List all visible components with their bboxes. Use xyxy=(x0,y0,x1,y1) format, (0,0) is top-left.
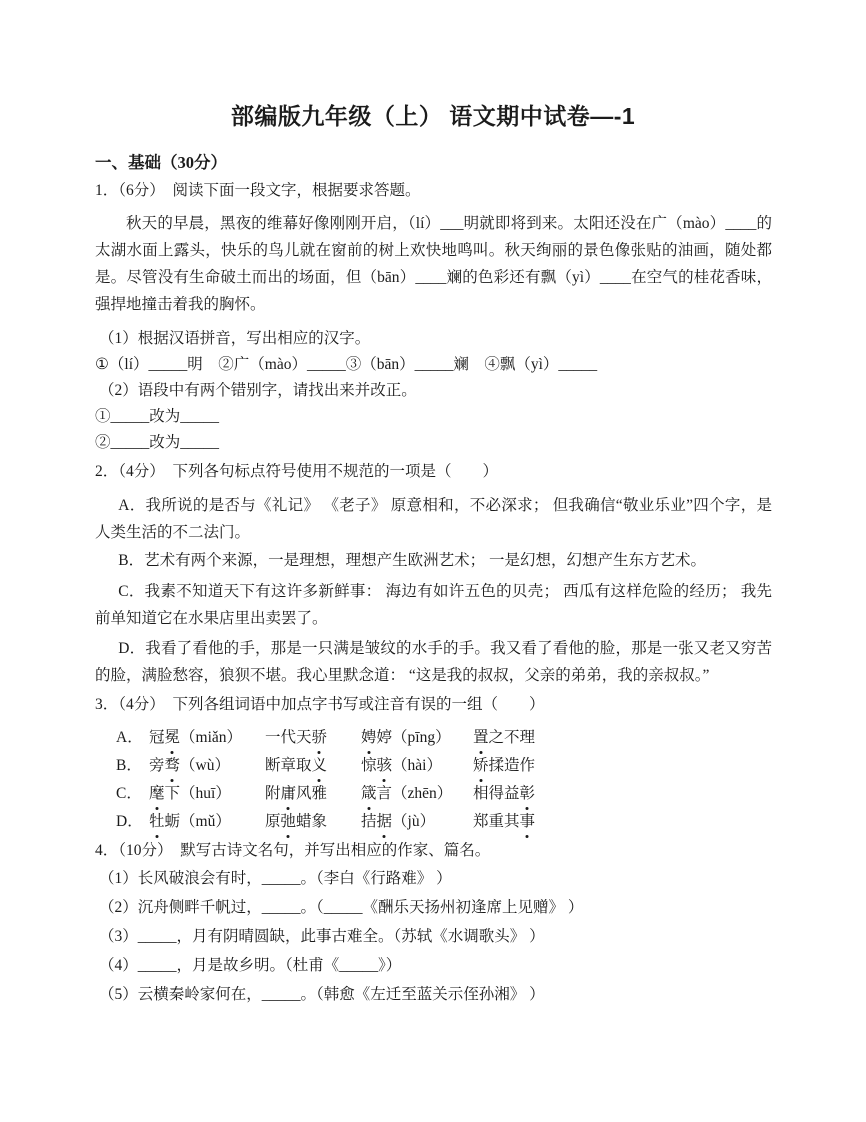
word-item: 娉婷（pīng） xyxy=(361,724,473,752)
section-heading: 一、基础（30分） xyxy=(95,153,227,172)
exam-content xyxy=(0,153,866,1009)
q3-row-a xyxy=(95,724,772,752)
q1-correction-1: ①_____改为_____ xyxy=(95,408,220,425)
q1-stem: 1．（6分） 阅读下面一段文字，根据要求答题。 xyxy=(95,182,421,199)
q4-item-5: （5）云横秦岭家何在，_____。（韩愈《左迁至蓝关示侄孙湘》 ） xyxy=(99,986,545,1003)
q4-item-2: （2）沉舟侧畔千帆过，_____。（_____《酬乐天扬州初逢席上见赠》 ） xyxy=(99,899,584,916)
q3-options xyxy=(95,724,772,836)
option-label: B． xyxy=(116,757,142,774)
option-label: A． xyxy=(116,729,143,746)
q2-option-c: C．我素不知道天下有这许多新鲜事： 海边有如许五色的贝壳； 西瓜有这样危险的经历； 我先前单知道它在水果店里出卖罢了。 xyxy=(95,583,772,627)
q1-correction-2: ②_____改为_____ xyxy=(95,434,220,451)
word-item: 置之不理 xyxy=(473,724,535,752)
q4-items xyxy=(95,864,772,1009)
q2-options xyxy=(95,492,772,689)
word-item: 原弛蜡象 xyxy=(265,808,361,836)
word-item: 附庸风雅 xyxy=(265,780,361,808)
q3-row-c xyxy=(95,780,772,808)
word-item: 旁骛（wù） xyxy=(149,752,265,780)
q3-row-d xyxy=(95,808,772,836)
q2-option-d: D．我看了看他的手，那是一只满是皱纹的水手的手。我又看了看他的脸，那是一张又老又穷苦的脸，满脸愁容，狼狈不堪。我心里默念道： “这是我的叔叔，父亲的弟弟，我的亲叔叔。” xyxy=(95,640,772,684)
word-item: 牡蛎（mǔ） xyxy=(149,808,265,836)
word-item: 相得益彰 xyxy=(473,780,535,808)
word-item: 冠冕（miǎn） xyxy=(149,724,265,752)
q3-row-b xyxy=(95,752,772,780)
q1-sub2-prompt: （2）语段中有两个错别字，请找出来并改正。 xyxy=(99,382,417,399)
q2-option-a: A．我所说的是否与《礼记》 《老子》 原意相和，不必深求； 但我确信“敬业乐业”四个字，是人类生活的不二法门。 xyxy=(95,497,772,541)
q1-pinyin-blanks: ①（lí）_____明 ②广（mào）_____③（bān）_____斓 ④飘（yì）_____ xyxy=(95,356,598,373)
q4-item-1: （1）长风破浪会有时，_____。（李白《行路难》 ） xyxy=(99,870,452,887)
word-item: 拮据（jù） xyxy=(361,808,473,836)
q3-stem: 3．（4分） 下列各组词语中加点字书写或注音有误的一组（ ） xyxy=(95,696,545,713)
q4-stem: 4．（10分） 默写古诗文名句，并写出相应的作家、篇名。 xyxy=(95,842,491,859)
q2-stem: 2．（4分） 下列各句标点符号使用不规范的一项是（ ） xyxy=(95,463,499,480)
word-item: 箴言（zhēn） xyxy=(361,780,473,808)
word-item: 麾下（huī） xyxy=(149,780,265,808)
q2-option-b: B．艺术有两个来源，一是理想，理想产生欧洲艺术； 一是幻想，幻想产生东方艺术。 xyxy=(118,552,706,569)
word-item: 惊骇（hài） xyxy=(361,752,473,780)
word-item: 一代天骄 xyxy=(265,724,361,752)
q1-sub1-prompt: （1）根据汉语拼音，写出相应的汉字。 xyxy=(99,330,371,347)
q1-passage: 秋天的早晨，黑夜的维幕好像刚刚开启，（lí）___明就即将到来。太阳还没在广（mào）____的太湖水面上露头，快乐的鸟儿就在窗前的树上欢快地鸣叫。秋天绚丽的景色像张贴的油画，随处都是。尽管没有生命破土而出的场面，但（bān）____斓的色彩还有飘（yì）____在空气的桂花香味，强捍地撞击着我的胸怀。 xyxy=(95,215,772,313)
option-label: D． xyxy=(116,813,143,830)
word-item: 断章取义 xyxy=(265,752,361,780)
q4-item-3: （3）_____，月有阴晴圆缺，此事古难全。（苏轼《水调歌头》 ） xyxy=(99,928,545,945)
word-item: 郑重其事 xyxy=(473,808,535,836)
page-title: 部编版九年级（上） 语文期中试卷—-1 xyxy=(230,103,636,129)
word-item: 矫揉造作 xyxy=(473,752,535,780)
q4-item-4: （4）_____，月是故乡明。（杜甫《_____》） xyxy=(99,957,402,974)
option-label: C． xyxy=(116,785,142,802)
